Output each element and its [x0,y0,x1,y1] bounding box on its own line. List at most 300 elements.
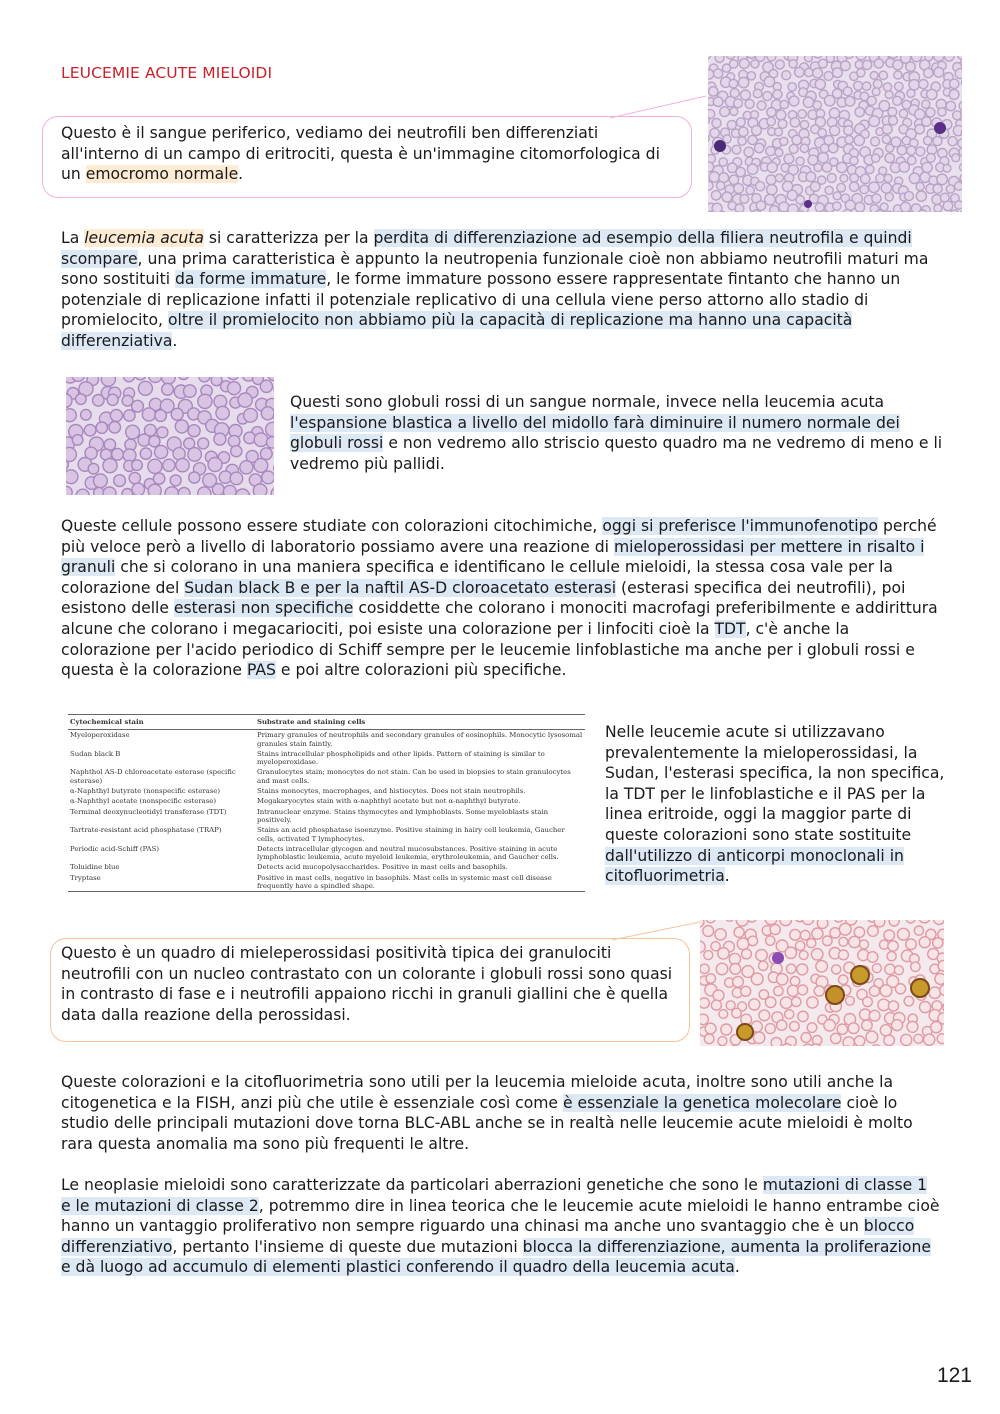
red-blood-cell [893,96,902,105]
red-blood-cell [103,487,116,495]
stain-name-cell: α-Naphthyl butyrate (nonspecific esterase) [70,787,221,796]
red-blood-cell [874,59,883,68]
red-blood-cell [946,101,955,110]
red-blood-cell [776,110,786,120]
red-blood-cell [790,1021,800,1031]
red-blood-cell [872,154,880,162]
red-blood-cell [765,997,776,1008]
red-blood-cell [952,154,960,162]
stain-name-cell: Sudan black B [70,749,121,758]
red-blood-cell [934,67,944,77]
red-blood-cell [741,986,751,996]
highlight: TDT [714,619,746,638]
red-blood-cell [718,1037,727,1046]
red-blood-cell [238,393,252,407]
red-blood-cell [153,473,164,484]
red-blood-cell [780,100,788,108]
red-blood-cell [814,164,822,172]
red-blood-cell [240,461,253,474]
red-blood-cell [827,174,836,183]
red-blood-cell [897,146,906,155]
stain-description-cell: Megakaryocytes stain with α-naphthyl acetate but not α-naphthyl butyrate. [257,797,521,806]
red-blood-cell [790,118,799,127]
red-blood-cell [747,164,757,174]
white-blood-cell [804,200,812,208]
red-blood-cell [943,164,951,172]
red-blood-cell [66,409,76,422]
red-blood-cell [721,1024,732,1035]
red-blood-cell [199,377,210,382]
red-blood-cell [872,88,880,96]
red-blood-cell [924,1034,935,1045]
red-blood-cell [751,973,763,985]
red-blood-cell [700,941,705,952]
red-blood-cell [907,1021,918,1032]
table-row [68,749,585,768]
red-blood-cell [888,108,897,117]
white-blood-cell [911,979,929,997]
table-row [68,786,585,796]
red-blood-cell [919,80,928,89]
red-blood-cell [841,61,851,71]
red-blood-cell [931,1022,942,1033]
red-blood-cell [713,990,724,1001]
red-blood-cell [960,163,963,171]
red-blood-cell [94,474,108,488]
red-blood-cell [948,137,957,146]
white-blood-cell [714,140,726,152]
callout1-highlight: emocromo normale [85,165,239,184]
red-blood-cell [889,920,899,926]
stain-description-cell: Stains intracellular phospholipids and other lipids. Pattern of staining is similar to myeloperoxidase. [257,749,545,767]
highlight: blocca la differenziazione, aumenta la proliferazione e dà luogo ad accumulo di elementi plastici conferendo il quadro della leucemia acuta [61,1237,931,1277]
red-blood-cell [797,964,808,975]
red-blood-cell [906,920,915,923]
red-blood-cells-image [66,377,274,495]
red-blood-cell [711,1000,721,1010]
red-blood-cell [170,475,181,486]
red-blood-cell [747,72,755,80]
red-blood-cell [757,101,766,110]
red-blood-cell [253,484,267,495]
red-blood-cell [857,69,865,77]
red-blood-cell [126,425,140,439]
red-blood-cell [726,56,735,59]
red-blood-cell [818,129,826,137]
stain-name-cell: Terminal deoxynucleotidyl transferase (TDT) [70,807,227,816]
callout2-text: Questo è un quadro di mieleperossidasi positività tipica dei granulociti neutrofili con un nucleo contrastato con un colorante i globuli rossi sono quasi in contrasto di fase e i neutrofili appaiono ricchi in granuli giallini che è quella data dalla reazione della perossidasi. [61,944,673,1024]
red-blood-cell [110,410,122,422]
red-blood-cell [748,135,757,144]
red-blood-cell [155,445,168,458]
red-blood-cell [140,448,151,459]
red-blood-cell [823,936,833,946]
red-blood-cell [920,1002,931,1013]
red-blood-cell [922,100,930,108]
paragraph-genetics: Queste colorazioni e la citofluorimetria sono utili per la leucemia mieloide acuta, inoltre sono utili anche la citogenetica e la FISH, anzi più che utile è essenziale così come è essenziale la genetica molecolare cioè lo studio delle principali mutazioni dove torna BLC-ABL anche se in realtà nelle leucemie acute mieloidi è molto rara questa anomalia ma sono più frequenti le altre. [61,1073,913,1153]
red-blood-cell [882,135,890,143]
red-blood-cell [885,964,895,974]
red-blood-cell [929,987,941,999]
red-blood-cell [739,59,749,69]
red-blood-cell [756,949,768,961]
red-blood-cell [740,90,750,100]
red-blood-cell [906,62,916,72]
red-blood-cell [736,167,745,176]
red-blood-cell [138,381,152,395]
red-blood-cell [775,149,783,157]
red-blood-cell [178,488,190,496]
red-blood-cell [888,941,898,951]
red-blood-cell [262,471,274,484]
stain-description-cell: Positive in mast cells, negative in basophils. Mast cells in systemic mast cell disease frequently have a spindled shape. [255,873,585,892]
white-blood-cell [826,986,844,1004]
red-blood-cell [188,425,200,437]
red-blood-cell [876,174,885,183]
red-blood-cell [884,174,892,182]
red-blood-cell [788,83,796,91]
red-blood-cell [767,185,777,195]
red-blood-cell [869,182,880,193]
red-blood-cell [844,126,853,135]
red-blood-cell [889,116,898,125]
highlight: oltre il promielocito non abbiamo più la capacità di replicazione ma hanno una capacità differenziativa [61,311,853,350]
red-blood-cell [775,60,784,69]
red-blood-cell [66,470,78,484]
red-blood-cell [782,71,791,80]
red-blood-cell [895,984,905,994]
red-blood-cell [807,997,818,1008]
red-blood-cell [879,71,887,79]
red-blood-cell [715,929,726,940]
red-blood-cell [906,939,917,950]
red-blood-cell [855,107,864,116]
red-blood-cell [830,126,840,136]
red-blood-cell [66,447,76,461]
red-blood-cell [775,128,783,136]
red-blood-cell [176,458,189,471]
highlight: da forme immature [175,270,327,289]
red-blood-cell [924,136,932,144]
red-blood-cell [114,475,126,487]
red-blood-cell [212,484,224,496]
highlight: mutazioni di classe 1 e le mutazioni di classe 2 [61,1176,928,1215]
table-row [68,844,585,863]
red-blood-cell [950,79,959,88]
red-blood-cell [777,974,788,985]
red-blood-cell [730,107,738,115]
red-blood-cell [869,986,879,996]
red-blood-cell [901,202,911,212]
red-blood-cell [916,147,925,156]
red-blood-cell [884,930,895,941]
stain-description-cell: Stains an acid phosphatase isoenzyme. Positive staining in hairy cell leukemia, Gaucher cells, activated T lymphocytes. [257,826,565,843]
stain-name-cell: α-Naphthyl acetate (nonspecific esterase) [70,797,217,806]
red-blood-cell [837,1024,847,1034]
red-blood-cell [788,204,798,212]
red-blood-cell [824,1020,836,1032]
red-blood-cell [907,89,915,97]
red-blood-cell [727,120,736,129]
red-blood-cell [867,952,878,963]
red-blood-cell [157,427,168,438]
red-blood-cell [81,409,92,420]
red-blood-cell [946,185,954,193]
red-blood-cell [149,436,160,447]
red-blood-cell [101,377,115,386]
red-blood-cell [132,400,144,412]
stain-name-cell: Naphthol AS-D chloroacetate esterase (specific esterase) [70,768,236,785]
red-blood-cell [866,165,874,173]
red-blood-cell [732,1008,742,1018]
red-blood-cell [765,194,776,205]
red-blood-cell [76,394,87,405]
red-blood-cell [837,162,847,172]
red-blood-cell [254,433,268,447]
red-blood-cell [848,1023,859,1034]
red-blood-cell [786,964,795,973]
red-blood-cell [753,89,762,98]
red-blood-cell [734,184,744,194]
table-row [68,862,585,872]
table-row [68,730,585,749]
red-blood-cell [744,147,754,157]
red-blood-cell [833,202,841,210]
red-blood-cell [849,936,860,947]
red-blood-cell [955,201,962,209]
red-blood-cell [709,87,718,96]
white-blood-cell [737,1024,753,1040]
red-blood-cell [914,1034,923,1043]
red-blood-cell [822,163,831,172]
red-blood-cell [710,128,719,137]
red-blood-cell [894,71,902,79]
red-blood-cell [802,920,813,925]
paragraph-stain-usage: Nelle leucemie acute si utilizzavano prevalentemente la mieloperossidasi, la Sudan, l'esterasi specifica, la non specifica, la TDT per le linfoblastiche e il PAS per la linea eritroide, oggi la maggior parte di queste colorazioni sono state sostituite dall'utilizzo di anticorpi monoclonali in citofluorimetria. [605,723,945,886]
red-blood-cell [746,186,754,194]
red-blood-cell [795,67,805,77]
red-blood-cell [933,184,942,193]
highlight: mieloperossidasi per mettere in risalto i granuli [61,537,925,577]
red-blood-cell [244,408,258,422]
red-blood-cell [148,459,162,473]
table-row [68,767,585,786]
red-blood-cell [763,92,772,101]
red-blood-cell [109,422,121,434]
red-blood-cell [807,939,816,948]
red-blood-cell [850,174,859,183]
red-blood-cell [796,157,804,165]
stain-description-cell: Detects intracellular glycogen and neutral mucosubstances. Positive staining in acute lymphoblastic leukemia, acute myeloid leukemia, erythroleukemia, and Gaucher cells. [257,844,559,862]
red-blood-cell [935,973,944,984]
red-blood-cell [862,82,870,90]
red-blood-cell [820,144,829,153]
red-blood-cell [938,108,946,116]
paragraph-acute-leukemia: La leucemia acuta si caratterizza per la perdita di differenziazione ad esempio della filiera neutrofila e quindi scompare, una prima caratteristica è appunto la neutropenia funzionale cioè non abbiamo neutrofili maturi ma sono sostituiti da forme immature, le forme immature possono essere rappresentate fintanto che hanno un potenziale di replicazione infatti il potenziale replicativo di una cellula viene perso attorno allo stadio di promielocito, oltre il promielocito non abbiamo più la capacità di replicazione ma hanno una capacità differenziativa. [61,229,929,350]
red-blood-cell [739,127,748,136]
red-blood-cell [799,951,808,960]
red-blood-cell [737,938,749,950]
red-blood-cell [815,79,825,89]
paragraph-mutations: Le neoplasie mieloidi sono caratterizzate da particolari aberrazioni genetiche che sono le mutazioni di classe 1 e le mutazioni di classe 2, potremmo dire in linea teorica che le leucemie acute mieloidi le hanno entrambe cioè hanno un vantaggio proliferativo non sempre riguardo una chinasi ma anche uno svantaggio che è un blocco differenziativo, pertanto l'insieme di queste due mutazioni blocca la differenziazione, aumenta la proliferazione e dà luogo ad accumulo di elementi plastici conferendo il quadro della leucemia acuta. [61,1176,940,1277]
red-blood-cell [811,949,823,961]
red-blood-cell [142,408,155,421]
red-blood-cell [103,459,117,473]
red-blood-cell [749,999,760,1010]
red-blood-cell [810,182,820,192]
red-blood-cell [132,483,145,495]
red-blood-cell [803,97,813,107]
red-blood-cell [833,192,841,200]
red-blood-cell [800,930,810,940]
red-blood-cell [767,162,777,172]
red-blood-cell [214,433,226,445]
red-blood-cell [869,1010,880,1021]
red-blood-cell [839,975,848,984]
red-blood-cell [767,56,776,61]
red-blood-cell [703,926,714,937]
red-blood-cell [899,162,909,172]
red-blood-cell [801,1033,811,1043]
red-blood-cell [817,920,828,928]
red-blood-cell [894,966,903,975]
red-blood-cell [700,998,709,1008]
red-blood-cell [796,941,805,950]
red-blood-cell [911,962,920,971]
red-blood-cell [866,1031,878,1043]
red-blood-cell [839,937,848,946]
red-blood-cell [922,117,931,126]
red-blood-cell [705,1023,716,1034]
highlight: l'espansione blastica a livello del midollo farà diminuire il numero normale dei globuli rossi [290,413,900,453]
red-blood-cell [872,964,881,973]
red-blood-cell [72,435,83,446]
red-blood-cell [885,153,894,162]
red-blood-cell [869,116,880,127]
red-blood-cell [813,101,821,109]
highlight: dall'utilizzo di anticorpi monoclonali in citofluorimetria [605,846,904,886]
red-blood-cell [88,463,99,474]
red-blood-cell [854,81,863,90]
red-blood-cell [711,191,720,200]
red-blood-cell [122,489,133,496]
table-header: Cytochemical stain [68,715,255,730]
red-blood-cell [254,459,268,473]
red-blood-cell [927,89,937,99]
red-blood-cell [919,937,930,948]
red-blood-cell [767,117,776,126]
blood-smear-image-1 [708,56,962,212]
red-blood-cell [867,96,876,105]
red-blood-cell [706,920,715,923]
red-blood-cell [926,154,935,163]
red-blood-cell [937,174,948,185]
red-blood-cell [881,183,891,193]
red-blood-cell [813,68,823,78]
red-blood-cell [729,60,737,68]
red-blood-cell [914,926,923,935]
red-blood-cell [824,72,833,81]
red-blood-cell [955,69,962,79]
red-blood-cell [198,487,211,495]
red-blood-cell [124,410,135,421]
red-blood-cell [943,201,953,211]
red-blood-cell [807,1023,817,1033]
red-blood-cell [785,947,796,958]
red-blood-cell [733,976,744,987]
red-blood-cell [260,380,272,392]
red-blood-cell [784,154,794,164]
red-blood-cell [880,985,892,997]
red-blood-cell [162,383,174,395]
red-blood-cell [777,1020,787,1030]
red-blood-cell [735,204,744,212]
red-blood-cell [953,111,962,120]
red-blood-cell [949,90,959,100]
red-blood-cell [922,162,932,172]
red-blood-cell [940,985,944,996]
red-blood-cell [934,56,944,61]
highlight-leucemia-acuta: leucemia acuta [84,229,204,247]
red-blood-cell [228,382,241,395]
red-blood-cell [84,424,96,436]
white-blood-cell [851,966,869,984]
red-blood-cell [855,202,865,212]
highlight: blocco differenziativo [61,1217,915,1256]
red-blood-cell [790,977,799,986]
red-blood-cell [780,137,788,145]
red-blood-cell [107,394,118,405]
red-blood-cell [824,95,835,106]
red-blood-cell [175,420,188,433]
red-blood-cell [704,951,713,960]
red-blood-cell [845,136,853,144]
red-blood-cell [892,1020,903,1031]
red-blood-cell [773,90,782,99]
callout1-text: Questo è il sangue periferico, vediamo dei neutrofili ben differenziati all'interno di un campo di eritrociti, questa è un'immagine citomorfologica di un [61,124,660,184]
red-blood-cell [909,80,919,90]
red-blood-cell [870,72,878,80]
red-blood-cell [862,1020,873,1031]
red-blood-cell [955,182,963,190]
red-blood-cell [780,997,792,1009]
white-blood-cell [772,952,784,964]
red-blood-cell [96,422,107,433]
red-blood-cell [748,936,758,946]
red-blood-cell [261,407,274,420]
red-blood-cell [816,961,828,973]
table-row [68,807,585,826]
red-blood-cell [730,964,741,975]
highlight: PAS [246,661,276,680]
red-blood-cell [700,964,709,973]
page-title: LEUCEMIE ACUTE MIELOIDI [61,64,273,82]
highlight: esterasi non specifiche [173,599,354,618]
red-blood-cell [267,437,275,448]
red-blood-cell [718,948,729,959]
red-blood-cell [778,120,787,129]
red-blood-cell [766,936,775,945]
red-blood-cell [880,1025,891,1036]
red-blood-cell [909,173,919,183]
red-blood-cell [895,82,904,91]
red-blood-cell [738,77,748,87]
stain-name-cell: Toluidine blue [70,863,120,872]
red-blood-cell [863,997,873,1007]
red-blood-cell [839,950,849,960]
red-blood-cell [898,928,910,940]
red-blood-cell [216,406,229,419]
